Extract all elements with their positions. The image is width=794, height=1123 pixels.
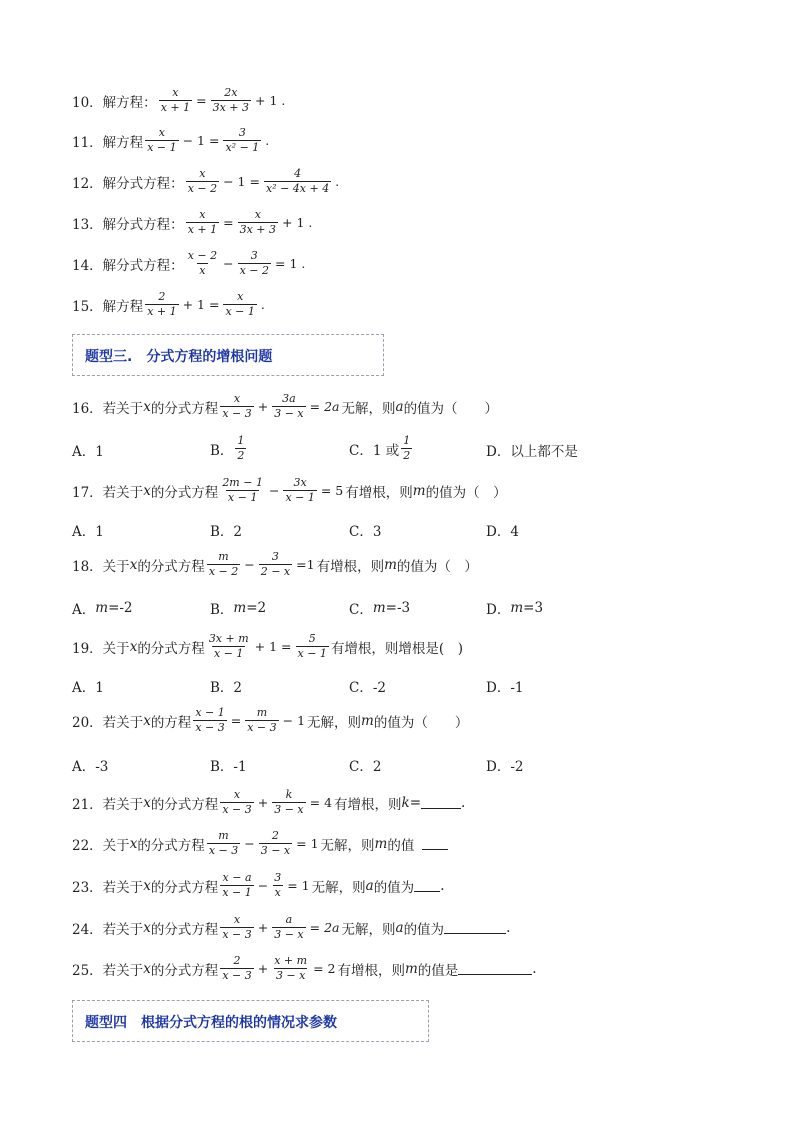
fraction: $\frac{m}{x - 2}$ (208, 550, 239, 578)
option-b[interactable]: B．2 (210, 680, 243, 696)
fraction: $\frac{x - 2}{x}$ (187, 249, 218, 277)
answer-blank[interactable] (458, 962, 532, 975)
question-17: 17．若关于 x 的分式方程 $\frac{2m - 1}{x - 1}$ − $\frac{3x}{x - 1}$ = 5 有增根，则 m 的值为（ ） (72, 476, 507, 504)
fraction: $\frac{3x + m}{x - 1}$ (208, 632, 249, 660)
fraction: $\frac{x}{x - 2}$ (187, 167, 218, 195)
question-25: 25．若关于 x 的分式方程 $\frac{2}{x - 3}$ + $\frac{x + m}{3 - x}$ = 2 有增根，则 m 的值是 . (72, 954, 537, 982)
fraction: $\frac{3}{2 - x}$ (260, 550, 291, 578)
question-18: 18．关于 x 的分式方程 $\frac{m}{x - 2}$ − $\frac{3}{2 - x}$ =1 有增根，则 m 的值为（ ） (72, 550, 478, 578)
fraction: $\frac{x}{x + 1}$ (160, 86, 191, 114)
option-a[interactable]: A．-3 (72, 759, 109, 775)
option-d[interactable]: D． m =3 (486, 600, 544, 618)
option-a[interactable]: A． m =-2 (72, 600, 133, 618)
question-11: 11．解方程 $\frac{x}{x - 1}$ − 1 = $\frac{3}{\text{x² − 1}}$ . (72, 126, 270, 154)
question-14: 14．解分式方程： $\frac{x - 2}{x}$ − $\frac{3}{x - 2}$ = 1 . (72, 249, 306, 277)
fraction: $\frac{3}{x}$ (274, 871, 282, 899)
options-17 (72, 520, 692, 540)
fraction: $\frac{2x}{3x + 3}$ (212, 86, 250, 114)
option-d[interactable]: D．4 (486, 524, 519, 540)
question-10: 10．解方程： $\frac{x}{x + 1}$ = $\frac{2x}{3x + 3}$ + 1 . (72, 86, 286, 114)
question-label: 13．解分式方程： (72, 216, 184, 233)
fraction: $\frac{5}{x - 1}$ (297, 632, 327, 660)
question-12: 12．解分式方程： $\frac{x}{x - 2}$ − 1 = $\frac{4}{\text{x² − 4x + 4}}$ . (72, 167, 340, 195)
fraction: $\frac{3x}{x - 1}$ (285, 476, 315, 504)
fraction: $\frac{k}{3 - x}$ (274, 788, 304, 816)
question-24: 24．若关于 x 的分式方程 $\frac{x}{x - 3}$ + $\frac{a}{3 - x}$ = 2a 无解，则 a 的值为 . (72, 913, 511, 941)
answer-blank[interactable] (421, 796, 461, 809)
fraction: $\frac{m}{x - 3}$ (208, 829, 239, 857)
fraction: $\frac{2}{x - 3}$ (222, 954, 252, 982)
question-16: 16．若关于 x 的分式方程 $\frac{x}{x - 3}$ + $\frac{3a}{3 - x}$ = 2a 无解，则 a 的值为（ ） (72, 392, 499, 420)
option-a[interactable]: A．1 (72, 680, 104, 696)
question-label: 10．解方程： (72, 94, 157, 111)
fraction: $\frac{m}{x - 3}$ (247, 706, 277, 734)
fraction: $\frac{x}{3x + 3}$ (239, 208, 277, 236)
fraction: $\frac{3}{\text{x² − 1}}$ (225, 126, 260, 154)
fraction: $\frac{x - 1}{x - 3}$ (195, 706, 225, 734)
question-label: 14．解分式方程： (72, 257, 184, 274)
question-20: 20．若关于 x 的方程 $\frac{x - 1}{x - 3}$ = $\frac{m}{x - 3}$ − 1 无解，则 m 的值为（ ） (72, 706, 469, 734)
fraction: $\frac{2}{x + 1}$ (147, 290, 177, 318)
section-title: 题型三. 分式方程的增根问题 (85, 349, 273, 365)
fraction: $\frac{3a}{3 - x}$ (274, 392, 304, 420)
fraction: $\frac{2m - 1}{x - 1}$ (222, 476, 263, 504)
fraction: $\frac{x}{x - 1}$ (225, 290, 255, 318)
fraction: $\frac{x}{x - 1}$ (147, 126, 177, 154)
option-c[interactable]: C．-2 (349, 680, 386, 696)
option-d[interactable]: D．-2 (486, 759, 524, 775)
answer-blank[interactable] (444, 921, 506, 934)
answer-blank[interactable] (422, 837, 448, 850)
fraction: $\frac{x}{x - 3}$ (222, 788, 252, 816)
option-b[interactable]: B． $\frac{1}{2}$ (210, 434, 245, 462)
question-13: 13．解分式方程： $\frac{x}{x + 1}$ = $\frac{x}{3x + 3}$ + 1 . (72, 208, 313, 236)
fraction: $\frac{a}{3 - x}$ (274, 913, 304, 941)
fraction: $\frac{x}{x - 3}$ (222, 913, 252, 941)
question-22: 22．关于 x 的分式方程 $\frac{m}{x - 3}$ − $\frac{2}{3 - x}$ = 1 无解，则 m 的值 (72, 829, 448, 858)
question-label: 12．解分式方程： (72, 175, 184, 192)
question-21: 21．若关于 x 的分式方程 $\frac{x}{x - 3}$ + $\frac{k}{3 - x}$ = 4 有增根，则 k = . (72, 788, 466, 816)
option-b[interactable]: B． m =2 (210, 600, 267, 618)
option-a[interactable]: A．1 (72, 444, 104, 460)
question-label: 11．解方程 (72, 134, 144, 151)
option-c[interactable]: C．1 或 $\frac{1}{2}$ (349, 434, 411, 462)
options-19 (72, 676, 692, 696)
options-16 (72, 434, 692, 462)
fraction: $\frac{x}{x - 3}$ (222, 392, 252, 420)
options-18 (72, 598, 692, 618)
fraction: $\frac{x}{x + 1}$ (187, 208, 218, 236)
section-header-4 (72, 1000, 429, 1042)
fraction: $\frac{x - a}{x - 1}$ (222, 871, 252, 899)
fraction: $\frac{2}{3 - x}$ (260, 829, 291, 857)
option-b[interactable]: B．2 (210, 524, 243, 540)
section-header-3 (72, 334, 384, 376)
answer-blank[interactable] (414, 879, 440, 892)
question-15: 15．解方程 $\frac{2}{x + 1}$ + 1 = $\frac{x}{x - 1}$ . (72, 290, 265, 318)
option-b[interactable]: B．-1 (210, 759, 247, 775)
question-23: 23．若关于 x 的分式方程 $\frac{x - a}{x - 1}$ − $\frac{3}{x}$ = 1 无解，则 a 的值为 . (72, 871, 445, 899)
question-19: 19．关于 x 的分式方程 $\frac{3x + m}{x - 1}$ + 1 = $\frac{5}{x - 1}$ 有增根，则增根是( ) (72, 632, 463, 660)
question-label: 15．解方程 (72, 298, 144, 315)
fraction: $\frac{4}{\text{x² − 4x + 4}}$ (265, 167, 330, 195)
fraction: $\frac{3}{x - 2}$ (239, 249, 270, 277)
option-d[interactable]: D．以上都不是 (486, 444, 578, 460)
fraction: $\frac{1}{2}$ (237, 434, 245, 462)
section-title: 题型四 根据分式方程的根的情况求参数 (85, 1015, 337, 1031)
fraction: $\frac{x + m}{3 - x}$ (274, 954, 308, 982)
option-d[interactable]: D．-1 (486, 680, 524, 696)
option-a[interactable]: A．1 (72, 524, 104, 540)
options-20 (72, 755, 692, 775)
fraction: $\frac{1}{2}$ (403, 434, 411, 462)
option-c[interactable]: C．2 (349, 759, 382, 775)
option-c[interactable]: C． m =-3 (349, 600, 411, 618)
option-c[interactable]: C．3 (349, 524, 382, 540)
